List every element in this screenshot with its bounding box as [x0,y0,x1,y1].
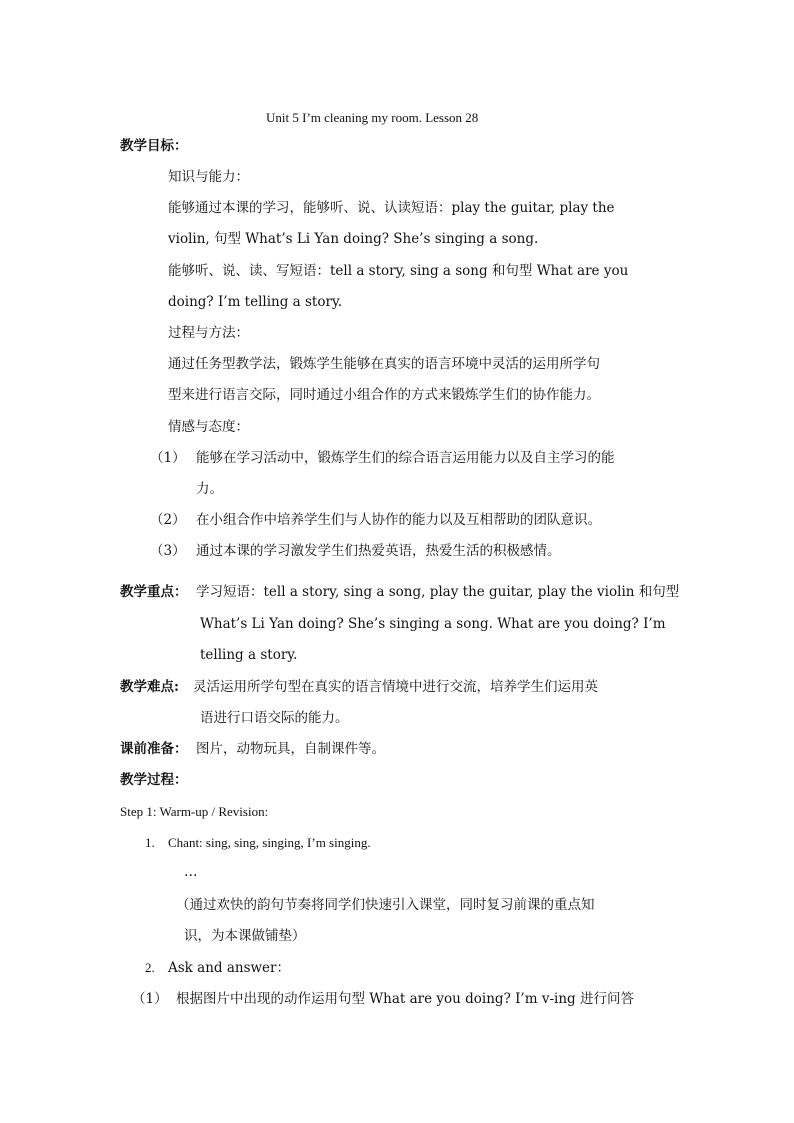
sub-item-number: （1） [132,991,168,1007]
key-points-label: 教学重点： [120,584,188,600]
step-heading: Step 1: Warm-up / Revision: [120,804,269,819]
knowledge-heading: 知识与能力： [168,169,249,185]
preparation-label: 课前准备： [120,741,188,757]
procedure-heading: 教学过程： [120,772,188,788]
knowledge-line: violin, 句型 What’s Li Yan doing? She’s singing a song. [168,231,539,247]
knowledge-line: doing? I’m telling a story. [168,294,343,310]
attitude-item-text: 能够在学习活动中，锻炼学生们的综合语言运用能力以及自主学习的能 [196,450,615,466]
attitude-item-number: （1） [150,450,186,466]
sub-item-text: 根据图片中出现的动作运用句型 What are you doing? I’m v-ing 进行问答 [176,991,634,1007]
ellipsis: … [184,864,198,880]
knowledge-line: 能够听、说、读、写短语：tell a story, sing a song 和句型 What are you [168,263,629,279]
list-item-number: 2. [145,960,155,975]
process-line: 型来进行语言交际，同时通过小组合作的方式来锻炼学生们的协作能力。 [168,387,600,403]
objectives-heading: 教学目标： [120,138,188,154]
attitude-item-text: 力。 [196,481,223,497]
preparation-text: 图片，动物玩具，自制课件等。 [196,741,385,757]
difficulties-label: 教学难点: [120,679,179,695]
attitude-item-text: 在小组合作中培养学生们与人协作的能力以及互相帮助的团队意识。 [196,512,601,528]
list-item-text: Chant: sing, sing, singing, I’m singing. [168,835,371,850]
list-item-text: Ask and answer： [168,960,290,976]
note-line: 识，为本课做铺垫） [184,928,306,944]
attitude-item-text: 通过本课的学习激发学生们热爱英语，热爱生活的积极感情。 [196,543,561,559]
difficulties-line: 灵活运用所学句型在真实的语言情境中进行交流，培养学生们运用英 [193,679,598,695]
key-points-line: 学习短语：tell a story, sing a song, play the guitar, play the violin 和句型 [196,584,680,600]
list-item-number: 1. [145,835,155,850]
key-points-line: What’s Li Yan doing? She’s singing a song. What are you doing? I’m [200,616,666,632]
attitude-item-number: （2） [150,512,186,528]
attitude-item-number: （3） [150,543,186,559]
knowledge-line: 能够通过本课的学习，能够听、说、认读短语：play the guitar, play the [168,200,615,216]
process-heading: 过程与方法： [168,325,249,341]
page-title: Unit 5 I’m cleaning my room. Lesson 28 [266,110,479,125]
note-line: （通过欢快的韵句节奏将同学们快速引入课堂，同时复习前课的重点知 [176,897,595,913]
difficulties-line: 语进行口语交际的能力。 [200,710,349,726]
key-points-line: telling a story. [200,647,298,663]
attitude-heading: 情感与态度： [168,419,249,435]
process-line: 通过任务型教学法，锻炼学生能够在真实的语言环境中灵活的运用所学句 [168,356,600,372]
